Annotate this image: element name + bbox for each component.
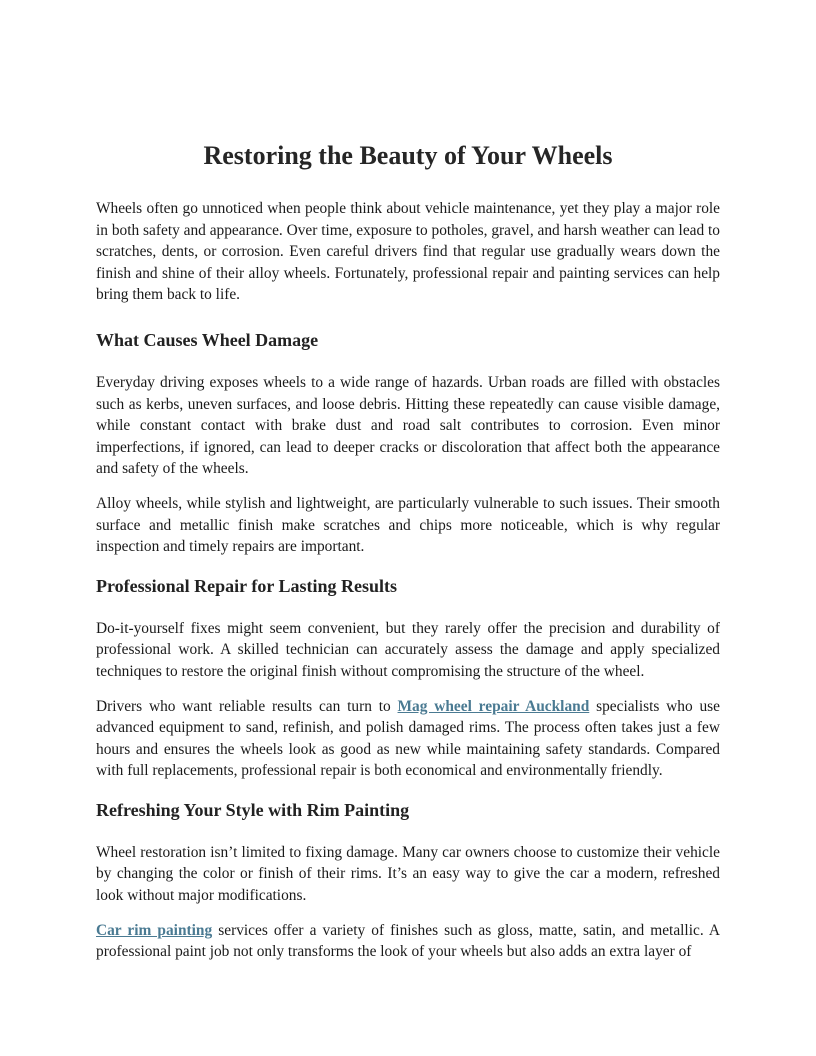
document-page xyxy=(96,138,720,976)
paragraph-text: specialists who use advanced equipment to sand, refinish, and polish damaged rims. The process often takes just a few hours and ensures the wheels look as good as new while maintaining safety standards. Compared with full replacements, professional repair is both economical and environmentally friendly. xyxy=(96,697,720,780)
section-heading-rim-painting: Refreshing Your Style with Rim Painting xyxy=(96,799,410,820)
rim-painting-paragraph-1: Wheel restoration isn’t limited to fixing damage. Many car owners choose to customize their vehicle by changing the color or finish of their rims. It’s an easy way to give the car a modern, refreshed look without major modifications. xyxy=(96,843,720,905)
professional-repair-paragraph-1: Do-it-yourself fixes might seem convenient, but they rarely offer the precision and durability of professional work. A skilled technician can accurately assess the damage and apply specialized techniques to restore the original finish without compromising the structure of the wheel. xyxy=(96,619,720,680)
rim-painting-paragraph-2 xyxy=(96,920,720,963)
paragraph-text: Drivers who want reliable results can turn to xyxy=(96,697,398,715)
professional-repair-paragraph-2 xyxy=(96,696,720,782)
wheel-damage-paragraph-2: Alloy wheels, while stylish and lightweight, are particularly vulnerable to such issues. Their smooth surface and metallic finish make scratches and chips more noticeable, which is why regular inspection and timely repairs are important. xyxy=(96,494,720,556)
car-rim-painting-link[interactable]: Car rim painting xyxy=(96,921,213,939)
intro-paragraph: Wheels often go unnoticed when people think about vehicle maintenance, yet they play a major role in both safety and appearance. Over time, exposure to potholes, gravel, and harsh weather can lead to scratches, dents, or corrosion. Even careful drivers find that regular use gradually wears down the finish and shine of their alloy wheels. Fortunately, professional repair and painting services can help bring them back to life. xyxy=(96,200,720,304)
section-heading-professional-repair: Professional Repair for Lasting Results xyxy=(96,575,398,596)
wheel-damage-paragraph-1: Everyday driving exposes wheels to a wide range of hazards. Urban roads are filled with obstacles such as kerbs, uneven surfaces, and loose debris. Hitting these repeatedly can cause visible damage, while constant contact with brake dust and road salt contributes to corrosion. Even minor imperfections, if ignored, can lead to deeper cracks or discoloration that affect both the appearance and safety of the wheels. xyxy=(96,373,720,478)
paragraph-text: services offer a variety of finishes such as gloss, matte, satin, and metallic. A professional paint job not only transforms the look of your wheels but also adds an extra layer of xyxy=(96,921,721,961)
mag-wheel-repair-link[interactable]: Mag wheel repair Auckland xyxy=(397,697,590,715)
document-title: Restoring the Beauty of Your Wheels xyxy=(203,141,613,170)
section-heading-wheel-damage: What Causes Wheel Damage xyxy=(96,329,319,350)
